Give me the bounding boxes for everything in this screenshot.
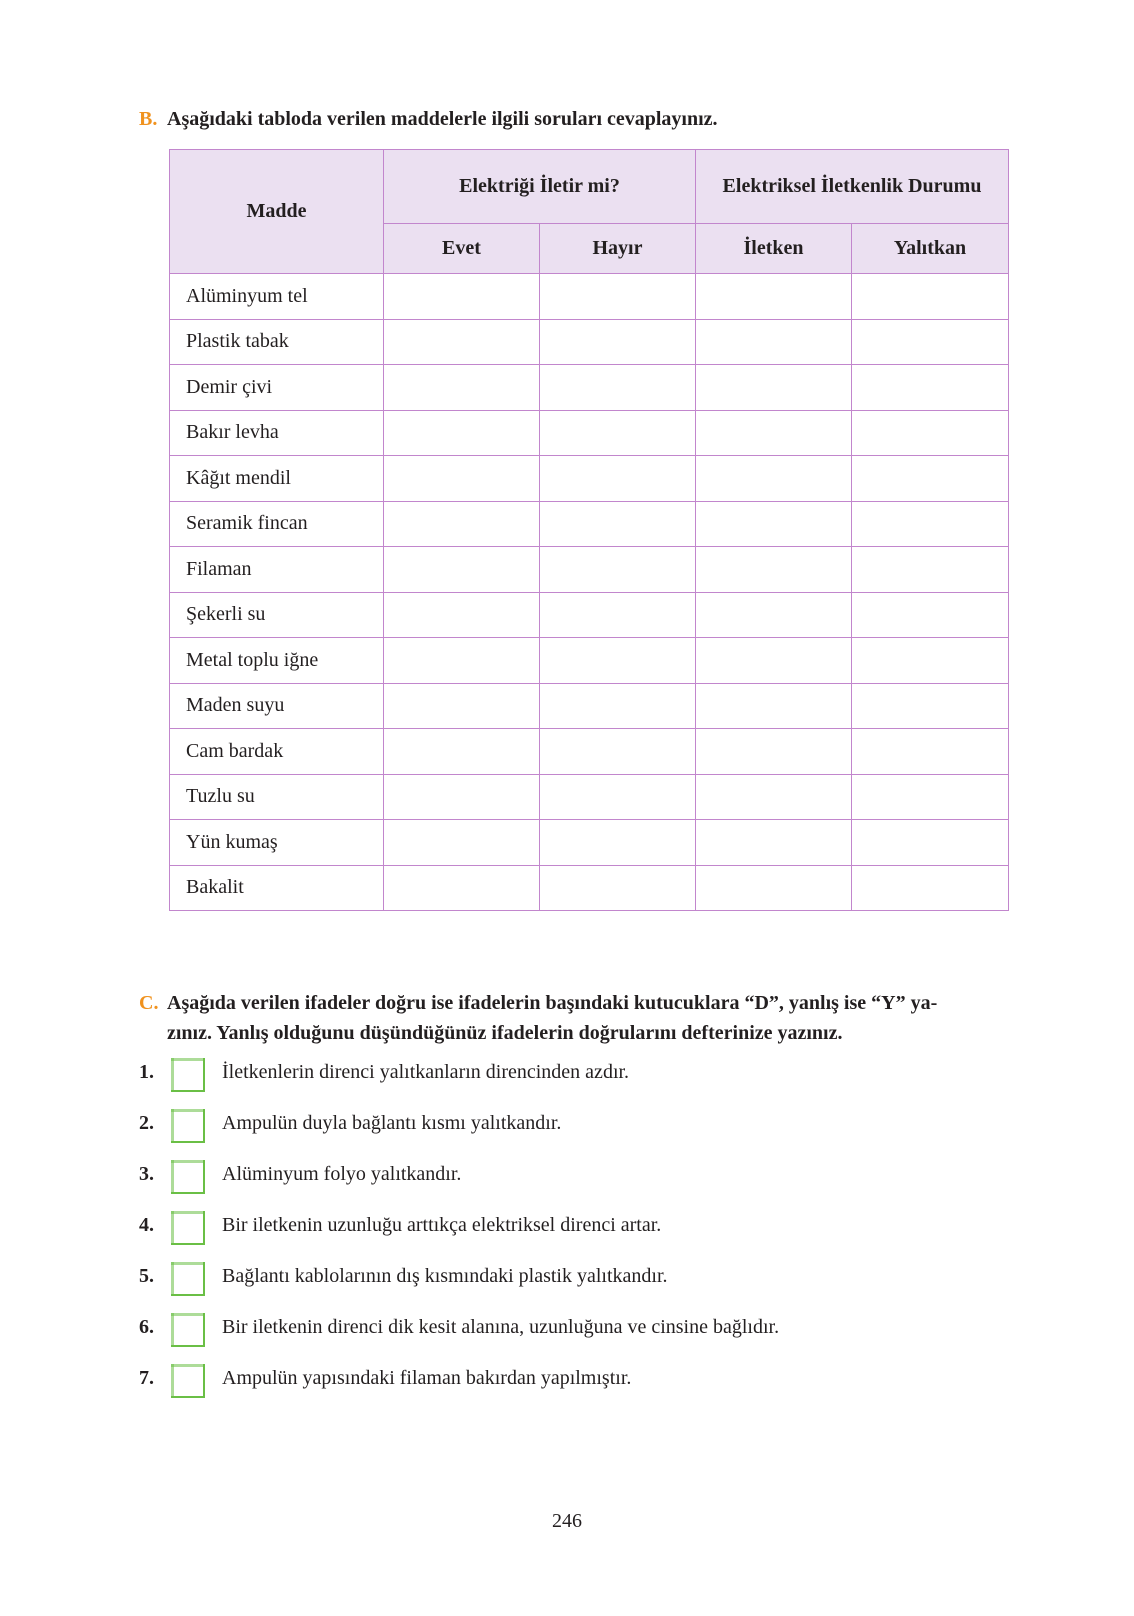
header-conductivity-status: Elektriksel İletkenlik Durumu bbox=[696, 150, 1009, 224]
section-b-instruction: Aşağıdaki tabloda verilen maddelerle ilgili soruları cevaplayınız. bbox=[167, 108, 718, 130]
material-name-cell: Bakalit bbox=[170, 865, 384, 911]
answer-yes-cell[interactable] bbox=[384, 547, 540, 593]
statement-item bbox=[139, 1060, 1019, 1111]
table-row bbox=[170, 638, 1009, 684]
answer-yes-cell[interactable] bbox=[384, 592, 540, 638]
answer-insulator-cell[interactable] bbox=[852, 501, 1009, 547]
section-c-instruction-line1: Aşağıda verilen ifadeler doğru ise ifadelerin başındaki kutucuklara “D”, yanlış ise “Y” ya- bbox=[167, 992, 938, 1014]
answer-checkbox[interactable] bbox=[171, 1364, 205, 1398]
answer-checkbox[interactable] bbox=[171, 1109, 205, 1143]
answer-insulator-cell[interactable] bbox=[852, 774, 1009, 820]
table-row bbox=[170, 683, 1009, 729]
answer-insulator-cell[interactable] bbox=[852, 319, 1009, 365]
material-name-cell: Yün kumaş bbox=[170, 820, 384, 866]
statement-text: Bir iletkenin uzunluğu arttıkça elektriksel direnci artar. bbox=[222, 1214, 662, 1236]
table-row bbox=[170, 456, 1009, 502]
section-b-letter: B. bbox=[139, 108, 158, 130]
table-row bbox=[170, 501, 1009, 547]
answer-no-cell[interactable] bbox=[540, 865, 696, 911]
answer-conductor-cell[interactable] bbox=[696, 865, 852, 911]
material-name-cell: Şekerli su bbox=[170, 592, 384, 638]
answer-conductor-cell[interactable] bbox=[696, 319, 852, 365]
answer-no-cell[interactable] bbox=[540, 638, 696, 684]
answer-checkbox[interactable] bbox=[171, 1262, 205, 1296]
answer-insulator-cell[interactable] bbox=[852, 865, 1009, 911]
table-row bbox=[170, 274, 1009, 320]
answer-conductor-cell[interactable] bbox=[696, 729, 852, 775]
answer-checkbox[interactable] bbox=[171, 1160, 205, 1194]
material-name-cell: Bakır levha bbox=[170, 410, 384, 456]
statement-text: Bağlantı kablolarının dış kısmındaki plastik yalıtkandır. bbox=[222, 1265, 668, 1287]
answer-yes-cell[interactable] bbox=[384, 456, 540, 502]
statement-number: 5. bbox=[139, 1265, 154, 1287]
material-name-cell: Kâğıt mendil bbox=[170, 456, 384, 502]
answer-conductor-cell[interactable] bbox=[696, 592, 852, 638]
material-name-cell: Metal toplu iğne bbox=[170, 638, 384, 684]
answer-conductor-cell[interactable] bbox=[696, 638, 852, 684]
statement-text: Bir iletkenin direnci dik kesit alanına, uzunluğuna ve cinsine bağlıdır. bbox=[222, 1316, 780, 1338]
answer-conductor-cell[interactable] bbox=[696, 774, 852, 820]
answer-conductor-cell[interactable] bbox=[696, 683, 852, 729]
answer-yes-cell[interactable] bbox=[384, 410, 540, 456]
statement-text: Alüminyum folyo yalıtkandır. bbox=[222, 1163, 462, 1185]
statement-number: 1. bbox=[139, 1061, 154, 1083]
answer-yes-cell[interactable] bbox=[384, 729, 540, 775]
answer-conductor-cell[interactable] bbox=[696, 410, 852, 456]
statement-list bbox=[139, 1060, 1019, 1417]
statement-number: 7. bbox=[139, 1367, 154, 1389]
answer-no-cell[interactable] bbox=[540, 365, 696, 411]
statement-number: 6. bbox=[139, 1316, 154, 1338]
header-insulator: Yalıtkan bbox=[852, 224, 1009, 274]
answer-checkbox[interactable] bbox=[171, 1058, 205, 1092]
page-number: 246 bbox=[552, 1510, 582, 1532]
material-name-cell: Tuzlu su bbox=[170, 774, 384, 820]
table-row bbox=[170, 592, 1009, 638]
answer-checkbox[interactable] bbox=[171, 1211, 205, 1245]
table-row bbox=[170, 820, 1009, 866]
answer-conductor-cell[interactable] bbox=[696, 365, 852, 411]
answer-no-cell[interactable] bbox=[540, 592, 696, 638]
table-body bbox=[170, 274, 1009, 911]
material-name-cell: Maden suyu bbox=[170, 683, 384, 729]
answer-conductor-cell[interactable] bbox=[696, 274, 852, 320]
header-yes: Evet bbox=[384, 224, 540, 274]
statement-text: Ampulün duyla bağlantı kısmı yalıtkandır. bbox=[222, 1112, 562, 1134]
answer-no-cell[interactable] bbox=[540, 774, 696, 820]
answer-checkbox[interactable] bbox=[171, 1313, 205, 1347]
statement-number: 2. bbox=[139, 1112, 154, 1134]
header-no: Hayır bbox=[540, 224, 696, 274]
answer-no-cell[interactable] bbox=[540, 547, 696, 593]
answer-no-cell[interactable] bbox=[540, 501, 696, 547]
table-row bbox=[170, 547, 1009, 593]
section-c-letter: C. bbox=[139, 992, 159, 1014]
statement-item bbox=[139, 1111, 1019, 1162]
answer-yes-cell[interactable] bbox=[384, 820, 540, 866]
statement-item bbox=[139, 1162, 1019, 1213]
answer-no-cell[interactable] bbox=[540, 274, 696, 320]
answer-yes-cell[interactable] bbox=[384, 501, 540, 547]
answer-insulator-cell[interactable] bbox=[852, 820, 1009, 866]
header-material: Madde bbox=[170, 150, 384, 274]
answer-insulator-cell[interactable] bbox=[852, 410, 1009, 456]
answer-yes-cell[interactable] bbox=[384, 865, 540, 911]
answer-insulator-cell[interactable] bbox=[852, 365, 1009, 411]
material-name-cell: Cam bardak bbox=[170, 729, 384, 775]
answer-conductor-cell[interactable] bbox=[696, 501, 852, 547]
material-name-cell: Alüminyum tel bbox=[170, 274, 384, 320]
answer-yes-cell[interactable] bbox=[384, 365, 540, 411]
answer-no-cell[interactable] bbox=[540, 319, 696, 365]
answer-no-cell[interactable] bbox=[540, 456, 696, 502]
statement-item bbox=[139, 1315, 1019, 1366]
material-table bbox=[169, 149, 1009, 911]
answer-yes-cell[interactable] bbox=[384, 683, 540, 729]
statement-item bbox=[139, 1213, 1019, 1264]
answer-insulator-cell[interactable] bbox=[852, 592, 1009, 638]
table-row bbox=[170, 365, 1009, 411]
statement-text: İletkenlerin direnci yalıtkanların direncinden azdır. bbox=[222, 1061, 630, 1083]
statement-number: 3. bbox=[139, 1163, 154, 1185]
answer-yes-cell[interactable] bbox=[384, 774, 540, 820]
table-row bbox=[170, 319, 1009, 365]
statement-text: Ampulün yapısındaki filaman bakırdan yapılmıştır. bbox=[222, 1367, 632, 1389]
table-row bbox=[170, 410, 1009, 456]
statement-item bbox=[139, 1366, 1019, 1417]
answer-insulator-cell[interactable] bbox=[852, 729, 1009, 775]
section-c-heading bbox=[139, 988, 1009, 1048]
answer-conductor-cell[interactable] bbox=[696, 456, 852, 502]
answer-no-cell[interactable] bbox=[540, 410, 696, 456]
material-name-cell: Seramik fincan bbox=[170, 501, 384, 547]
section-b-heading bbox=[139, 104, 1039, 134]
material-name-cell: Demir çivi bbox=[170, 365, 384, 411]
answer-insulator-cell[interactable] bbox=[852, 456, 1009, 502]
answer-insulator-cell[interactable] bbox=[852, 274, 1009, 320]
answer-insulator-cell[interactable] bbox=[852, 547, 1009, 593]
table-row bbox=[170, 774, 1009, 820]
table-row bbox=[170, 729, 1009, 775]
statement-number: 4. bbox=[139, 1214, 154, 1236]
table-row bbox=[170, 865, 1009, 911]
answer-yes-cell[interactable] bbox=[384, 274, 540, 320]
answer-insulator-cell[interactable] bbox=[852, 683, 1009, 729]
answer-yes-cell[interactable] bbox=[384, 319, 540, 365]
answer-insulator-cell[interactable] bbox=[852, 638, 1009, 684]
answer-no-cell[interactable] bbox=[540, 820, 696, 866]
header-conducts-electricity: Elektriği İletir mi? bbox=[384, 150, 696, 224]
header-conductor: İletken bbox=[696, 224, 852, 274]
answer-no-cell[interactable] bbox=[540, 683, 696, 729]
answer-yes-cell[interactable] bbox=[384, 638, 540, 684]
material-name-cell: Plastik tabak bbox=[170, 319, 384, 365]
answer-conductor-cell[interactable] bbox=[696, 547, 852, 593]
answer-no-cell[interactable] bbox=[540, 729, 696, 775]
answer-conductor-cell[interactable] bbox=[696, 820, 852, 866]
section-c-instruction-line2: zınız. Yanlış olduğunu düşündüğünüz ifadelerin doğrularını defterinize yazınız. bbox=[167, 1022, 843, 1044]
statement-item bbox=[139, 1264, 1019, 1315]
material-name-cell: Filaman bbox=[170, 547, 384, 593]
